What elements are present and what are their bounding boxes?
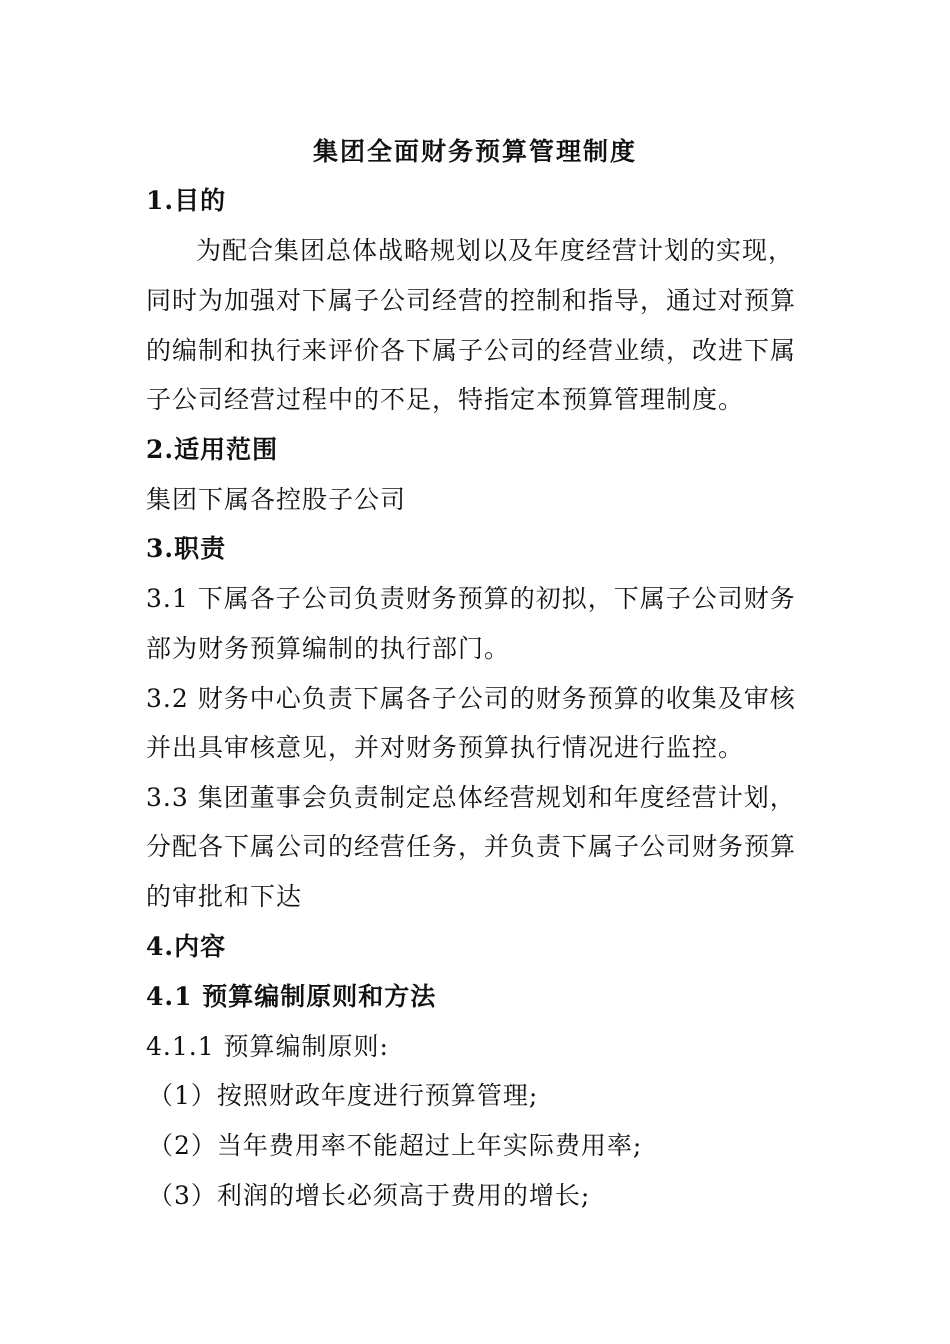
section-heading-content: 4.内容 — [146, 932, 227, 961]
section-heading-responsibilities: 3.职责 — [146, 534, 227, 563]
subsection-4-1-1: 4.1.1 预算编制原则: — [146, 1032, 389, 1061]
purpose-paragraph-line: 的编制和执行来评价各下属子公司的经营业绩，改进下属 — [146, 336, 797, 365]
document-title: 集团全面财务预算管理制度 — [312, 137, 637, 166]
section-heading-scope: 2.适用范围 — [146, 435, 279, 464]
scope-text: 集团下属各控股子公司 — [146, 485, 407, 514]
list-item: （2）当年费用率不能超过上年实际费用率; — [148, 1131, 643, 1160]
list-item: （1）按照财政年度进行预算管理; — [148, 1081, 539, 1110]
responsibility-3-2-line: 并出具审核意见，并对财务预算执行情况进行监控。 — [146, 733, 745, 762]
responsibility-3-1-line: 3.1 下属各子公司负责财务预算的初拟，下属子公司财务 — [146, 584, 796, 613]
responsibility-3-1-line: 部为财务预算编制的执行部门。 — [146, 634, 511, 663]
responsibility-3-2-line: 3.2 财务中心负责下属各子公司的财务预算的收集及审核 — [146, 684, 796, 713]
purpose-paragraph-line: 子公司经营过程中的不足，特指定本预算管理制度。 — [146, 385, 745, 414]
subsection-heading-budget-principles: 4.1 预算编制原则和方法 — [146, 982, 437, 1011]
responsibility-3-3-line: 分配各下属公司的经营任务，并负责下属子公司财务预算 — [146, 832, 797, 861]
section-heading-purpose: 1.目的 — [146, 186, 227, 215]
responsibility-3-3-line: 的审批和下达 — [146, 882, 303, 911]
purpose-paragraph-line: 为配合集团总体战略规划以及年度经营计划的实现， — [196, 236, 795, 265]
list-item: （3）利润的增长必须高于费用的增长; — [148, 1181, 591, 1210]
purpose-paragraph-line: 同时为加强对下属子公司经营的控制和指导，通过对预算 — [146, 286, 797, 315]
responsibility-3-3-line: 3.3 集团董事会负责制定总体经营规划和年度经营计划， — [146, 783, 796, 812]
